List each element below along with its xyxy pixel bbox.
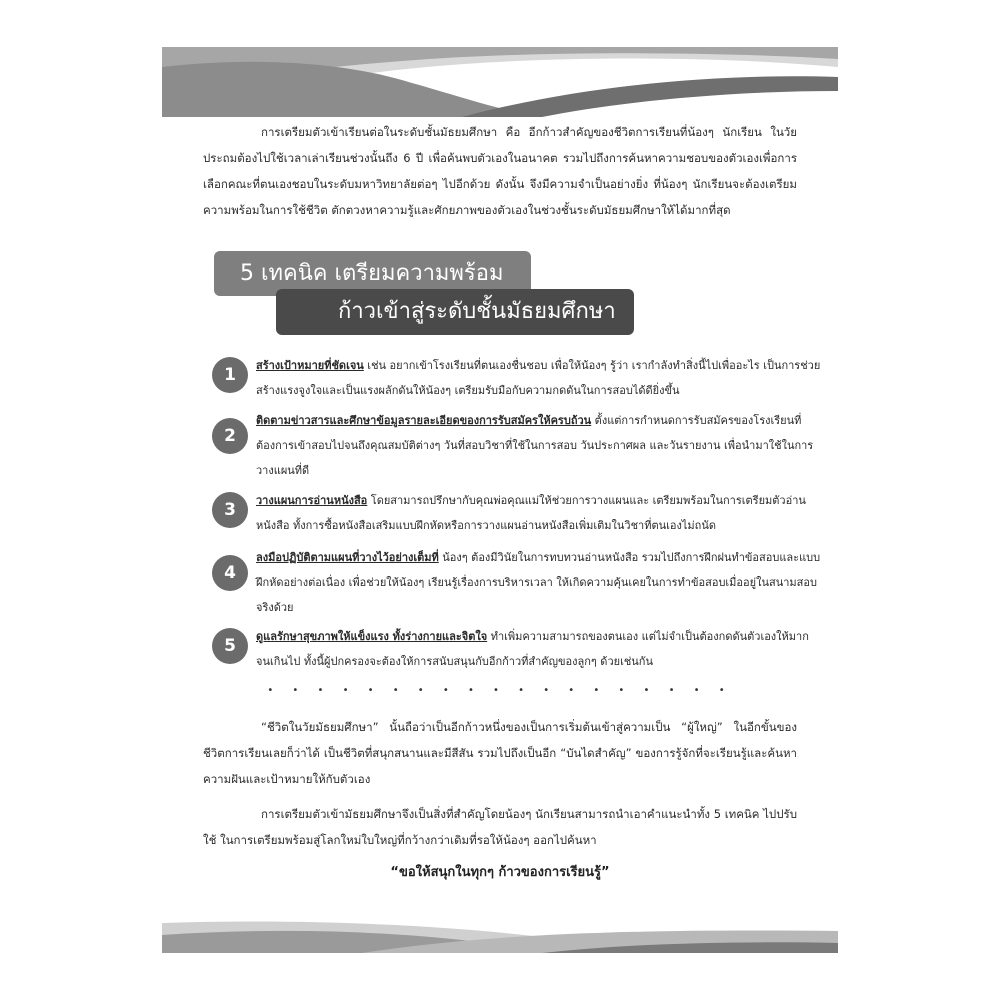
- tip-text: [256, 408, 822, 483]
- bottom-wave-decoration: [162, 913, 838, 953]
- dot-divider: • • • • • • • • • • • • • • • • • • •: [267, 685, 733, 696]
- tip-title: ลงมือปฏิบัติตามแผนที่วางไว้อย่างเต็มที่: [256, 551, 439, 564]
- tip-text: [256, 624, 822, 674]
- tip-number-badge: 4: [212, 555, 248, 591]
- top-wave-decoration: [162, 47, 838, 117]
- intro-paragraph: การเตรียมตัวเข้าเรียนต่อในระดับชั้นมัธยมศึกษา คือ อีกก้าวสำคัญของชีวิตการเรียนที่น้องๆ นักเรียน ในวัยประถมต้องไปใช้เวลาเล่าเรียนช่วงนั้นถึง 6 ปี เพื่อค้นพบตัวเองในอนาคต รวมไปถึงการค้นหาความชอบของตัวเองเพื่อการเลือกคณะที่ตนเองชอบในระดับมหาวิทยาลัยต่อๆ ไปอีกด้วย ดังนั้น จึงมีความจำเป็นอย่างยิ่ง ที่น้องๆ นักเรียนจะต้องเตรียมความพร้อมในการใช้ชีวิต ตักตวงหาความรู้และศักยภาพของตัวเองในช่วงชั้นระดับมัธยมศึกษาให้ได้มากที่สุด: [203, 125, 797, 217]
- tip-body: โดยสามารถปรึกษากับคุณพ่อคุณแม่ให้ช่วยการวางแผนและ เตรียมพร้อมในการเตรียมตัวอ่านหนังสือ ทั้งการซื้อหนังสือเสริมแบบฝึกหัดหรือการวางแผนอ่านหนังสือเพิ่มเติมในวิชาที่ตนเองไม่ถนัด: [256, 494, 806, 532]
- tip-number-badge: 3: [212, 492, 248, 528]
- tip-title: ติดตามข่าวสารและศึกษาข้อมูลรายละเอียดของการรับสมัครให้ครบถ้วน: [256, 414, 592, 427]
- tip-number-badge: 1: [212, 357, 248, 393]
- document-page: [162, 47, 838, 953]
- tip-title: วางแผนการอ่านหนังสือ: [256, 494, 368, 507]
- tip-text: [256, 545, 822, 620]
- tip-body: ตั้งแต่การกำหนดการรับสมัครของโรงเรียนที่ต้องการเข้าสอบไปจนถึงคุณสมบัติต่างๆ วันที่สอบวิชาที่ใช้ในการสอบ วันประกาศผล และวันรายงาน เพื่อนำมาใช้ในการวางแผนที่ดี: [256, 414, 814, 477]
- tip-body: น้องๆ ต้องมีวินัยในการทบทวนอ่านหนังสือ รวมไปถึงการฝึกฝนทำข้อสอบและแบบฝึกหัดอย่างต่อเนื่อง เพื่อช่วยให้น้องๆ เรียนรู้เรื่องการบริหารเวลา ให้เกิดความคุ้นเคยในการทำข้อสอบเมื่ออยู่ในสนามสอบจริงด้วย: [256, 551, 821, 614]
- tip-text: [256, 488, 822, 538]
- closing-quote: “ขอให้สนุกในทุกๆ ก้าวของการเรียนรู้”: [390, 865, 610, 880]
- tip-title: ดูแลรักษาสุขภาพให้แข็งแรง ทั้งร่างกายและจิตใจ: [256, 630, 488, 643]
- closing-paragraph-1: “ชีวิตในวัยมัธยมศึกษา” นั้นถือว่าเป็นอีกก้าวหนึ่งของเป็นการเริ่มต้นเข้าสู่ความเป็น “ผู้ใหญ่” ในอีกขั้นของชีวิตการเรียนเลยก็ว่าได้ เป็นชีวิตที่สนุกสนานและมีสีสัน รวมไปถึงเป็นอีก “บันไดสำคัญ” ของการรู้จักที่จะเรียนรู้และค้นหาความฝันและเป้าหมายให้กับตัวเอง: [203, 720, 797, 786]
- tip-body: ทำเพิ่มความสามารถของตนเอง แต่ไม่จำเป็นต้องกดดันตัวเองให้มากจนเกินไป ทั้งนี้ผู้ปกครองจะต้องให้การสนับสนุนกับอีกก้าวที่สำคัญของลูกๆ ด้วยเช่นกัน: [256, 630, 809, 668]
- heading-line-2: ก้าวเข้าสู่ระดับชั้นมัธยมศึกษา: [276, 289, 634, 335]
- tip-body: เช่น อยากเข้าโรงเรียนที่ตนเองชื่นชอบ เพื่อให้น้องๆ รู้ว่า เรากำลังทำสิ่งนี้ไปเพื่ออะไร เป็นการช่วยสร้างแรงจูงใจและเป็นแรงผลักดันให้น้องๆ เตรียมรับมือกับความกดดันในการสอบได้ดียิ่งขึ้น: [256, 359, 821, 397]
- tip-number-badge: 5: [212, 628, 248, 664]
- tip-number-badge: 2: [212, 418, 248, 454]
- tip-title: สร้างเป้าหมายที่ชัดเจน: [256, 359, 364, 372]
- heading-line-1: 5 เทคนิค เตรียมความพร้อม: [214, 251, 531, 296]
- tip-text: [256, 353, 822, 403]
- closing-paragraph-2: การเตรียมตัวเข้ามัธยมศึกษาจึงเป็นสิ่งที่สำคัญโดยน้องๆ นักเรียนสามารถนำเอาคำแนะนำทั้ง 5 เทคนิค ไปปรับใช้ ในการเตรียมพร้อมสู่โลกใหม่ใบใหญ่ที่กว้างกว่าเดิมที่รอให้น้องๆ ออกไปค้นหา: [203, 807, 797, 847]
